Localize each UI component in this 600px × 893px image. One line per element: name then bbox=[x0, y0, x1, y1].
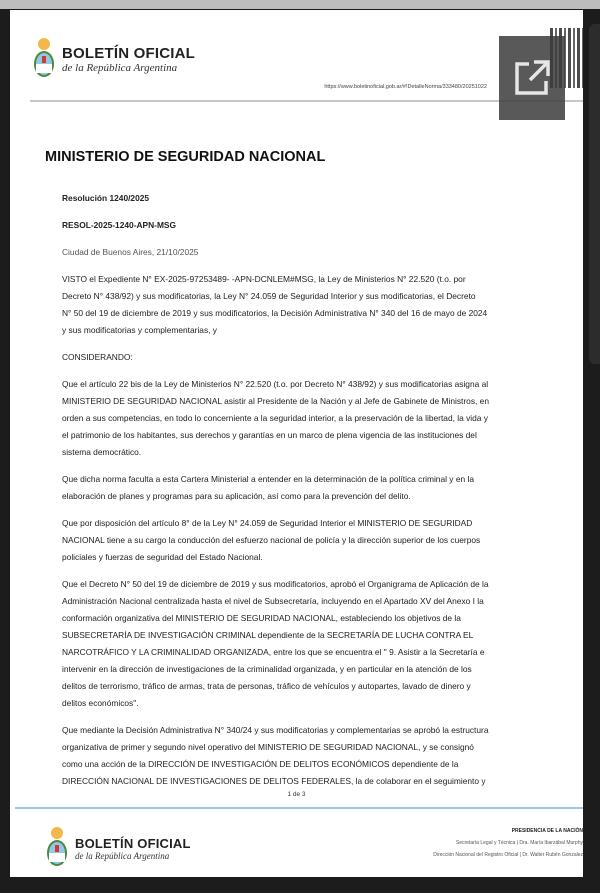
paragraph-line: Que por disposición del artículo 8° de la Ley N° 24.059 de Seguridad Interior el MINISTERIO DE SEGURIDAD bbox=[62, 518, 473, 528]
open-external-button[interactable] bbox=[499, 36, 565, 120]
paragraph-line: MINISTERIO DE SEGURIDAD NACIONAL asistir al Presidente de la Nación y al Jefe de Gabinete de Ministros, en bbox=[62, 396, 489, 406]
paragraph-line: el patrimonio de los habitantes, sus derechos y garantías en un marco de plena vigencia de las instituciones del bbox=[62, 430, 477, 440]
coat-of-arms-icon bbox=[45, 825, 69, 871]
paragraph-line: intervenir en la dirección de investigaciones de la criminalidad organizada, y en particular en la atención de los bbox=[62, 664, 472, 674]
paragraph bbox=[62, 515, 577, 566]
paragraph-line: Que el Decreto N° 50 del 19 de diciembre de 2019 y sus modificatorios, aprobó el Organigrama de Aplicación de la bbox=[62, 579, 489, 589]
footer-presidency: PRESIDENCIA DE LA NACIÓN bbox=[511, 828, 583, 834]
paragraph-line: sistema democrático. bbox=[62, 447, 142, 457]
viewer-top-bar bbox=[0, 0, 600, 9]
footer-brand-subtitle: de la República Argentina bbox=[75, 850, 170, 861]
coat-of-arms-icon bbox=[32, 36, 56, 82]
resolution-number: Resolución 1240/2025 bbox=[62, 193, 150, 203]
document-url[interactable]: https://www.boletinoficial.gob.ar/#!DetalleNorma/333480/20251022 bbox=[324, 84, 487, 90]
paragraph bbox=[62, 471, 577, 505]
paragraph-line: Decreto N° 438/92) y sus modificatorias, la Ley N° 24.059 de Seguridad Interior y sus modificatorias, el Decreto bbox=[62, 291, 476, 301]
paragraph-line: conformación organizativa del MINISTERIO DE SEGURIDAD NACIONAL, estableciendo los objetivos de la bbox=[62, 613, 461, 623]
paragraph-line: organizativa de primer y segundo nivel operativo del MINISTERIO DE SEGURIDAD NACIONAL, y se consignó bbox=[62, 742, 474, 752]
paragraph bbox=[62, 271, 577, 339]
paragraph-line: elaboración de planes y programas para su aplicación, así como para la prevención del delito. bbox=[62, 491, 411, 501]
paragraph-line: SUBSECRETARÍA DE INVESTIGACIÓN CRIMINAL dependiente de la SECRETARÍA DE LUCHA CONTRA EL bbox=[62, 630, 474, 640]
scrollbar[interactable] bbox=[589, 24, 600, 364]
paragraph-line: N° 50 del 19 de diciembre de 2019 y sus modificatorios, la Decisión Administrativa N° 340 del 16 de mayo de 2024 bbox=[62, 308, 488, 318]
paragraph-line: delitos de terrorismo, tráfico de armas, trata de personas, tráfico de vehículos y autopartes, lavado de dinero y bbox=[62, 681, 471, 691]
footer-logo bbox=[45, 825, 191, 871]
paragraph-line: Que dicha norma faculta a esta Cartera Ministerial a entender en la determinación de la política criminal y en la bbox=[62, 474, 474, 484]
brand-title: BOLETÍN OFICIAL bbox=[62, 44, 195, 62]
footer-line-2: Dirección Nacional del Registro Oficial | Dr. Walter Rubén Gonzalez bbox=[433, 852, 583, 858]
page-indicator: 1 de 3 bbox=[287, 791, 306, 798]
ministry-title: MINISTERIO DE SEGURIDAD NACIONAL bbox=[45, 149, 326, 165]
paragraph-line: policiales y fuerzas de seguridad del Estado Nacional. bbox=[62, 552, 263, 562]
paragraph-line: CONSIDERANDO: bbox=[62, 352, 133, 362]
open-external-icon bbox=[512, 58, 552, 98]
footer-divider bbox=[15, 807, 583, 809]
resolution-code: RESOL-2025-1240-APN-MSG bbox=[62, 220, 177, 230]
considerando-heading bbox=[62, 349, 577, 366]
footer-brand-title: BOLETÍN OFICIAL bbox=[75, 835, 191, 851]
paragraph-line: VISTO el Expediente N° EX-2025-97253489- -APN-DCNLEM#MSG, la Ley de Ministerios N° 22.520 (t.o. por bbox=[62, 274, 466, 284]
paragraph-line: como una acción de la DIRECCIÓN DE INVESTIGACIÓN DE DELITOS ECONÓMICOS dependiente de la bbox=[62, 759, 459, 769]
brand-subtitle: de la República Argentina bbox=[62, 61, 178, 74]
paragraph bbox=[62, 576, 577, 712]
paragraph-line: Que el artículo 22 bis de la Ley de Ministerios N° 22.520 (t.o. por Decreto N° 438/92) y sus modificatorias asigna al bbox=[62, 379, 489, 389]
paragraph-line: NACIONAL tiene a su cargo la conducción del esfuerzo nacional de policía y la dirección superior de los cuerpos bbox=[62, 535, 481, 545]
document-page bbox=[10, 10, 583, 877]
document-body bbox=[62, 190, 577, 800]
paragraph-line: NARCOTRÁFICO Y LA CRIMINALIDAD ORGANIZADA, entre los que se encuentra el " 9. Asistir a la Secretaría e bbox=[62, 647, 485, 657]
footer-line-1: Secretaría Legal y Técnica | Dra. María Ibarzábal Murphy bbox=[455, 840, 583, 846]
paragraph-line: delitos económicos". bbox=[62, 698, 139, 708]
paragraph-line: y sus modificatorias y complementarias, y bbox=[62, 325, 217, 335]
header-logo bbox=[32, 36, 195, 82]
paragraph-line: orden a sus competencias, en todo lo concerniente a la seguridad interior, a la preservación de la libertad, la vida y bbox=[62, 413, 488, 423]
paragraph bbox=[62, 722, 577, 790]
paragraph-line: Que mediante la Decisión Administrativa N° 340/24 y sus modificatorias y complementarias se aprobó la estructura bbox=[62, 725, 489, 735]
paragraph bbox=[62, 376, 577, 461]
place-date: Ciudad de Buenos Aires, 21/10/2025 bbox=[62, 247, 199, 257]
footer-credits bbox=[433, 825, 583, 861]
paragraph-line: Administración Nacional centralizada hasta el nivel de Subsecretaría, incluyendo en el Apartado XV del Anexo I la bbox=[62, 596, 484, 606]
paragraph-line: DIRECCIÓN NACIONAL DE INVESTIGACIONES DE DELITOS FEDERALES, la de colaborar en el seguimiento y bbox=[62, 776, 486, 786]
